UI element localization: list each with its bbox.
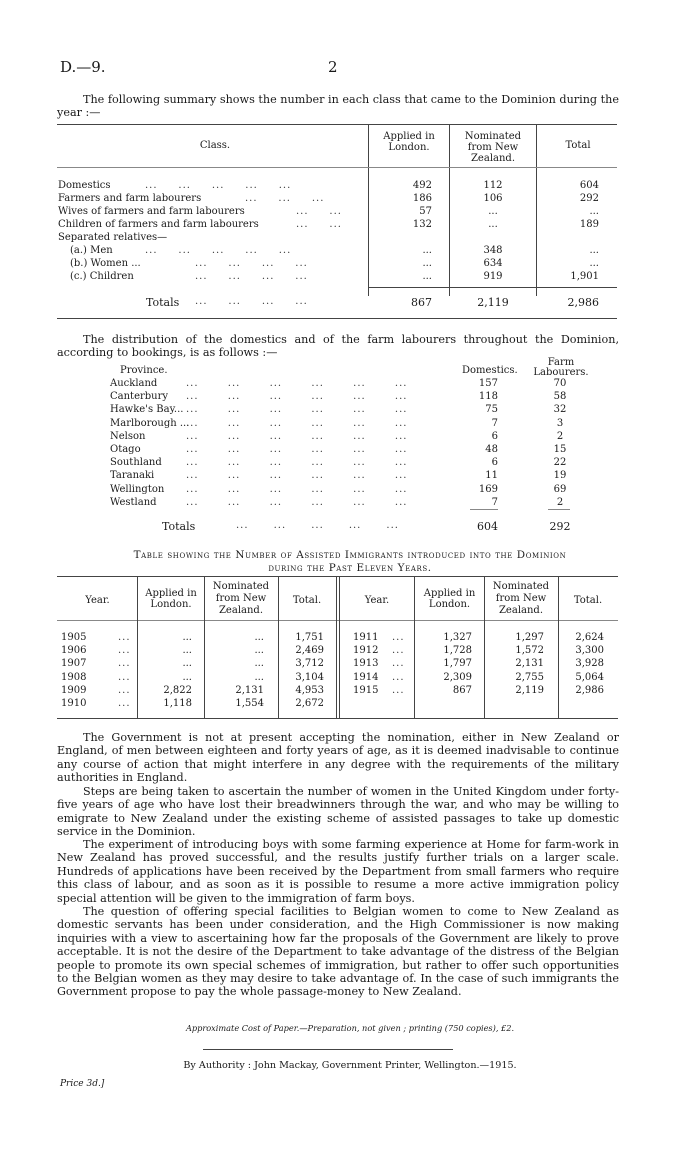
header-total-right: Total. (573, 595, 603, 606)
domestics-value: 157 (478, 378, 498, 389)
london-cell: ... (182, 672, 192, 683)
leader-dots: ... (392, 645, 405, 656)
totals-london: 867 (411, 296, 432, 309)
row-label: (c.) Children (70, 271, 134, 282)
summary-header-london: Applied in London. (383, 131, 435, 153)
farm-value: 22 (553, 457, 567, 468)
cell-total: 292 (579, 193, 599, 204)
nz-cell: 2,119 (515, 685, 544, 696)
leader-dots: ... ... ... ... ... ... (186, 431, 408, 442)
nz-cell: 1,572 (515, 645, 544, 656)
row-label: Wives of farmers and farm labourers (58, 206, 245, 217)
nz-cell: 2,755 (515, 672, 544, 683)
body-paragraph-4: The question of offering special facilities to Belgian women to come to New Zealand as domestic servants has been under consideration, and the High Commissioner is now making inquiries with a view to ascertaining how far the proposals of the Government are likely to prove acceptable. It is not the desire of the Department to take advantage of the distress of the Belgian people to promote its own special schemes of immigration, but rather to offer such opportunities to the Belgian women as they may desire to take advantage of. In the case of such immigrants the Government propose to pay the whole passage-money to New Zealand. (57, 905, 619, 999)
leader-dots: ... (118, 632, 131, 643)
authority-line: By Authority : John Mackay, Government Printer, Wellington.—1915. (183, 1060, 517, 1071)
leader-dots: ... ... ... ... ... ... (186, 378, 408, 389)
header-year-right: Year. (364, 595, 390, 606)
eleven-years-title-1: Table showing the Number of Assisted Immigrants introduced into the Dominion (133, 549, 567, 561)
leader-dots: ... (118, 698, 131, 709)
total-cell: 1,751 (295, 632, 324, 643)
leader-dots: ... ... ... ... ... (236, 520, 399, 531)
province-name: Wellington (110, 484, 165, 495)
header-nz-left: Nominated from New Zealand. (212, 581, 270, 616)
province-name: Marlborough ... (110, 418, 190, 429)
header-london-right: Applied in London. (423, 588, 476, 610)
province-name: Taranaki (110, 470, 155, 481)
cell-total: ... (589, 206, 599, 217)
london-cell: ... (182, 658, 192, 669)
dist-header-farm: Farm Labourers. (533, 357, 589, 378)
row-label: (a.) Men (70, 245, 113, 256)
farm-value: 70 (553, 378, 567, 389)
domestics-value: 169 (478, 484, 498, 495)
farm-value: 15 (553, 444, 567, 455)
dist-header-province: Province. (120, 365, 168, 376)
dist-header-domestics: Domestics. (462, 365, 518, 376)
total-cell: 2,672 (295, 698, 324, 709)
london-cell: 1,118 (163, 698, 192, 709)
nz-cell: 1,297 (515, 632, 544, 643)
domestics-value: 7 (491, 418, 498, 429)
cell-total: 604 (579, 180, 599, 191)
year-cell: 1909 (61, 685, 87, 696)
cell-nz: 106 (483, 193, 503, 204)
farm-value: 19 (553, 470, 567, 481)
leader-dots: ... ... ... ... ... ... (186, 404, 408, 415)
row-label: (b.) Women ... (70, 258, 141, 269)
total-cell: 2,986 (575, 685, 604, 696)
nz-cell: ... (254, 632, 264, 643)
year-cell: 1905 (61, 632, 87, 643)
total-cell: 3,300 (575, 645, 604, 656)
leader-dots: ... (392, 672, 405, 683)
province-name: Otago (110, 444, 141, 455)
leader-dots: ... ... ... ... ... ... (186, 497, 408, 508)
totals-label: Totals (146, 296, 180, 309)
totals-farm: 292 (549, 520, 571, 533)
year-cell: 1914 (353, 672, 379, 683)
cell-london: 57 (419, 206, 432, 217)
body-paragraph-1: The Government is not at present accepting the nomination, either in New Zealand or England, of men between eighteen and forty years of age, as it is deemed inadvisable to continue any course of action that might interfere in any degree with the requirements of the military authorities in England. (57, 731, 619, 785)
leader-dots: ... ... ... ... (195, 296, 308, 307)
total-cell: 2,624 (575, 632, 604, 643)
year-cell: 1911 (353, 632, 379, 643)
province-name: Canterbury (110, 391, 169, 402)
year-cell: 1906 (61, 645, 87, 656)
total-cell: 3,928 (575, 658, 604, 669)
total-cell: 4,953 (295, 685, 324, 696)
leader-dots: ... (118, 645, 131, 656)
total-cell: 3,712 (295, 658, 324, 669)
leader-dots: ... ... ... ... (195, 258, 308, 269)
leader-dots: ... ... ... ... ... ... (186, 470, 408, 481)
nz-cell: 1,554 (235, 698, 264, 709)
year-cell: 1907 (61, 658, 87, 669)
year-cell: 1908 (61, 672, 87, 683)
province-name: Auckland (110, 378, 158, 389)
province-name: Hawke's Bay... (110, 404, 184, 415)
leader-dots: ... ... (296, 206, 342, 217)
leader-dots: ... (392, 685, 405, 696)
london-cell: 1,327 (443, 632, 472, 643)
cell-london: ... (422, 271, 432, 282)
cost-note: Approximate Cost of Paper.—Preparation, not given ; printing (750 copies), £2. (185, 1023, 515, 1033)
cell-london: ... (422, 258, 432, 269)
leader-dots: ... ... ... ... ... ... (186, 418, 408, 429)
page-ref: D.—9. (60, 58, 106, 76)
nz-cell: ... (254, 672, 264, 683)
cell-total: 189 (579, 219, 599, 230)
london-cell: 2,822 (163, 685, 192, 696)
nz-cell: 2,131 (235, 685, 264, 696)
nz-cell: ... (254, 645, 264, 656)
leader-dots: ... ... ... (245, 193, 325, 204)
leader-dots: ... (392, 632, 405, 643)
leader-dots: ... ... (296, 219, 342, 230)
totals-domestics: 604 (477, 520, 498, 533)
farm-value: 69 (553, 484, 567, 495)
province-name: Nelson (110, 431, 146, 442)
eleven-years-title-2: during the Past Eleven Years. (268, 562, 432, 574)
london-cell: 867 (452, 685, 472, 696)
summary-header-class: Class. (199, 140, 231, 151)
row-label: Separated relatives— (58, 232, 168, 243)
cell-nz: 112 (483, 180, 503, 191)
summary-header-total: Total (565, 140, 591, 151)
body-paragraph-2: Steps are being taken to ascertain the number of women in the United Kingdom under forty-five years of age who have lost their breadwinners through the war, and who may be willing to emigrate to New Zealand under the existing scheme of assisted passages to take up domestic service in the Dominion. (57, 785, 619, 839)
province-name: Westland (110, 497, 157, 508)
leader-dots: ... (118, 672, 131, 683)
header-total-left: Total. (292, 595, 322, 606)
leader-dots: ... ... ... ... ... ... (186, 391, 408, 402)
cell-nz: 919 (483, 271, 503, 282)
leader-dots: ... ... ... ... ... ... (186, 444, 408, 455)
total-cell: 2,469 (295, 645, 324, 656)
row-label: Farmers and farm labourers (58, 193, 202, 204)
london-cell: 1,728 (443, 645, 472, 656)
cell-total: ... (589, 258, 599, 269)
leader-dots: ... ... ... ... (195, 271, 308, 282)
london-cell: ... (182, 632, 192, 643)
year-cell: 1912 (353, 645, 379, 656)
totals-label: Totals (162, 520, 196, 533)
total-cell: 5,064 (575, 672, 604, 683)
year-cell: 1910 (61, 698, 87, 709)
province-name: Southland (110, 457, 162, 468)
year-cell: 1913 (353, 658, 379, 669)
farm-value: 32 (553, 404, 567, 415)
nz-cell: ... (254, 658, 264, 669)
cell-london: ... (422, 245, 432, 256)
distribution-paragraph: The distribution of the domestics and of the farm labourers throughout the Dominion, according to bookings, is as follows :— (57, 333, 619, 360)
header-london-left: Applied in London. (145, 588, 197, 610)
london-cell: 1,797 (443, 658, 472, 669)
intro-paragraph: The following summary shows the number in each class that came to the Dominion during the year :— (57, 93, 619, 120)
row-label: Domestics (58, 180, 111, 191)
cell-london: 132 (412, 219, 432, 230)
totals-total: 2,986 (567, 296, 599, 309)
body-paragraph-3: The experiment of introducing boys with some farming experience at Home for farm-work in New Zealand has proved successful, and the results justify further trials on a larger scale. Hundreds of applications have been received by the Department from small farmers who require this class of labour, and as soon as it is possible to resume a more active immigration policy special attention will be given to the immigration of farm boys. (57, 838, 619, 905)
row-label: Children of farmers and farm labourers (58, 219, 259, 230)
london-cell: 2,309 (443, 672, 472, 683)
cell-london: 492 (412, 180, 432, 191)
domestics-value: 118 (478, 391, 498, 402)
london-cell: ... (182, 645, 192, 656)
totals-nz: 2,119 (477, 296, 509, 309)
leader-dots: ... ... ... ... ... ... (186, 484, 408, 495)
cell-total: 1,901 (570, 271, 599, 282)
year-cell: 1915 (353, 685, 379, 696)
leader-dots: ... (392, 658, 405, 669)
summary-header-nz: Nominated from New Zealand. (464, 131, 522, 164)
cell-london: 186 (412, 193, 432, 204)
domestics-value: 6 (491, 431, 498, 442)
page-number: 2 (328, 58, 338, 76)
farm-value: 58 (553, 391, 567, 402)
leader-dots: ... (118, 685, 131, 696)
domestics-value: 75 (485, 404, 498, 415)
price-note: Price 3d.] (60, 1079, 105, 1089)
domestics-value: 6 (491, 457, 498, 468)
domestics-value: 48 (485, 444, 498, 455)
leader-dots: ... ... ... ... ... (145, 180, 292, 191)
farm-value: 2 (556, 497, 564, 508)
leader-dots: ... ... ... ... ... (145, 245, 292, 256)
total-cell: 3,104 (295, 672, 324, 683)
cell-nz: 634 (483, 258, 503, 269)
cell-nz: ... (488, 219, 498, 230)
domestics-value: 11 (485, 470, 498, 481)
farm-value: 3 (556, 418, 564, 429)
nz-cell: 2,131 (515, 658, 544, 669)
cell-nz: ... (488, 206, 498, 217)
header-nz-right: Nominated from New Zealand. (492, 581, 550, 616)
leader-dots: ... ... ... ... ... ... (186, 457, 408, 468)
header-year-left: Year. (85, 595, 110, 606)
domestics-value: 7 (491, 497, 498, 508)
farm-value: 2 (556, 431, 564, 442)
cell-nz: 348 (483, 245, 503, 256)
leader-dots: ... (118, 658, 131, 669)
cell-total: ... (589, 245, 599, 256)
